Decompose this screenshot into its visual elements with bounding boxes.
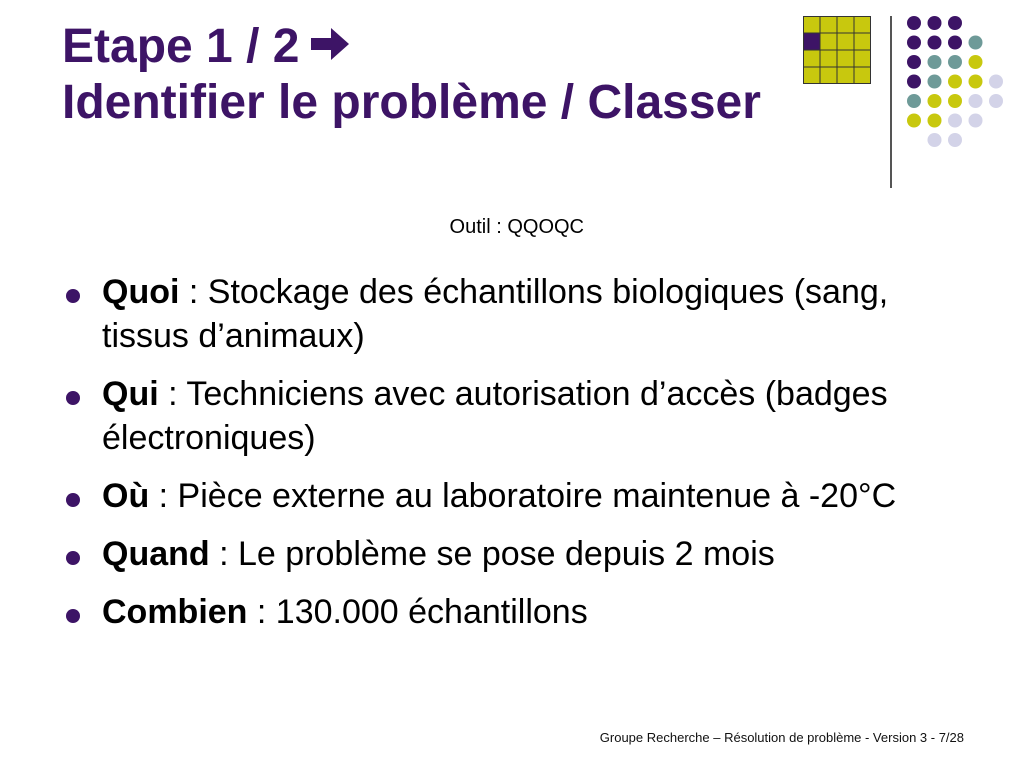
bullet-term: Combien — [102, 593, 248, 631]
bullet-dot-icon — [66, 609, 80, 623]
bullet-dot-icon — [66, 493, 80, 507]
decorative-dot — [928, 36, 942, 50]
slide-footer: Groupe Recherche – Résolution de problème - Version 3 - 7/28 — [599, 730, 964, 745]
subtitle-text: Outil : QQOQC — [449, 216, 584, 238]
bullet-term: Où — [102, 477, 150, 515]
decorative-dot — [948, 114, 962, 128]
decorative-dot — [969, 114, 983, 128]
bullet-term: Quoi — [102, 273, 180, 311]
bullet-text: : Pièce externe au laboratoire maintenue à -20°C — [149, 477, 897, 515]
bullet-dot-icon — [66, 551, 80, 565]
decorative-dot — [948, 133, 962, 147]
grid-logo-decoration — [803, 16, 871, 89]
bullet-term: Qui — [102, 375, 159, 413]
bullet-text: : Le problème se pose depuis 2 mois — [209, 535, 775, 573]
decorative-dot — [928, 16, 942, 30]
decorative-dot — [948, 16, 962, 30]
decorative-dot — [969, 94, 983, 108]
decorative-dot — [928, 94, 942, 108]
decorative-dot — [948, 36, 962, 50]
decorative-dot — [969, 36, 983, 50]
decorative-dot — [989, 75, 1003, 89]
title-line-1 — [62, 20, 882, 76]
arrow-right-icon — [309, 22, 351, 76]
decorative-dot — [948, 75, 962, 89]
decorative-dot — [969, 75, 983, 89]
bullet-qui — [62, 372, 972, 460]
decorative-dot — [907, 16, 921, 30]
decorative-dot — [928, 75, 942, 89]
dots-decoration — [905, 14, 1015, 169]
slide-title — [62, 20, 882, 130]
title-step-text: Etape 1 / 2 — [62, 20, 300, 73]
decorative-dot — [928, 133, 942, 147]
decorative-dot — [907, 75, 921, 89]
decorative-dot — [989, 94, 1003, 108]
bullet-text: : 130.000 échantillons — [247, 593, 588, 631]
decorative-dot — [907, 36, 921, 50]
decorative-dot — [948, 94, 962, 108]
header-divider — [890, 16, 892, 188]
decorative-dot — [948, 55, 962, 69]
title-line-2: Identifier le problème / Classer — [62, 76, 761, 130]
bullet-dot-icon — [66, 289, 80, 303]
bullet-list — [62, 270, 972, 648]
bullet-combien — [62, 590, 972, 634]
decorative-dot — [907, 94, 921, 108]
bullet-text: : Stockage des échantillons biologiques (sang, tissus d’animaux) — [102, 273, 889, 355]
bullet-ou — [62, 474, 972, 518]
bullet-text: : Techniciens avec autorisation d’accès (badges électroniques) — [102, 375, 888, 457]
bullet-term: Quand — [102, 535, 210, 573]
bullet-quand — [62, 532, 972, 576]
decorative-dot — [907, 114, 921, 128]
tool-subtitle — [0, 216, 996, 239]
decorative-dot — [928, 114, 942, 128]
bullet-dot-icon — [66, 391, 80, 405]
decorative-dot — [907, 55, 921, 69]
bullet-quoi — [62, 270, 972, 358]
decorative-dot — [928, 55, 942, 69]
decorative-dot — [969, 55, 983, 69]
